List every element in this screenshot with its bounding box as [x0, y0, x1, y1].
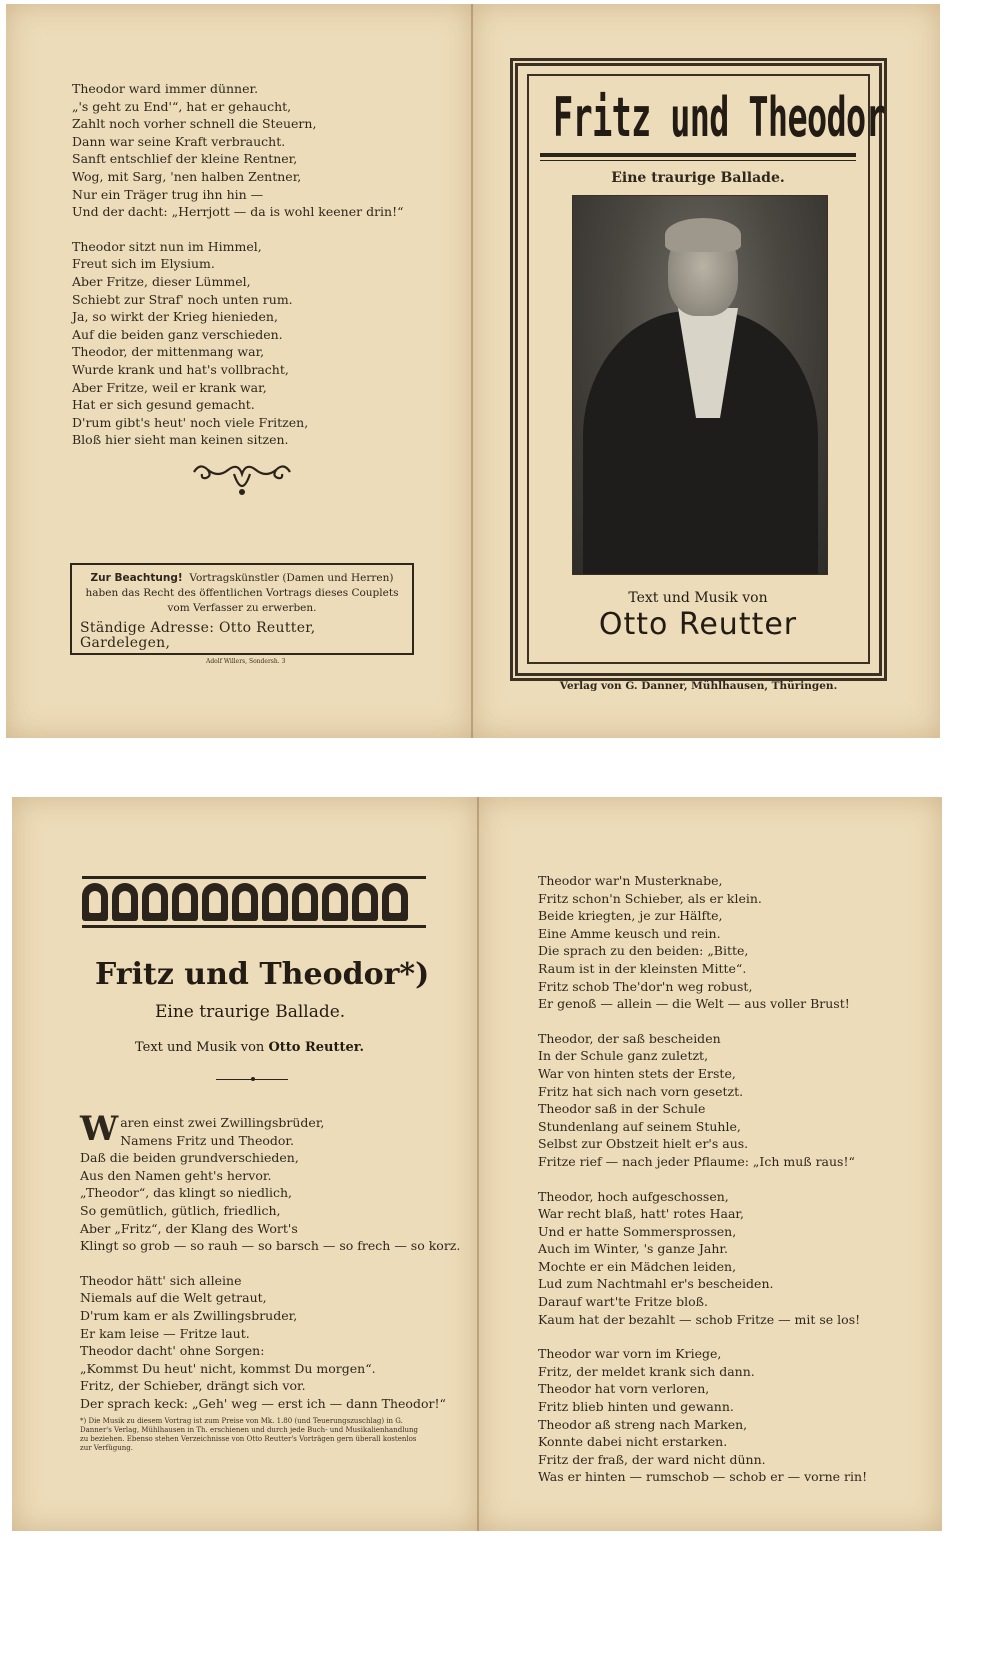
verse-line: Darauf wart'te Fritze bloß. [538, 1294, 709, 1310]
verse-line: Theodor ward immer dünner. [72, 81, 259, 96]
verse-line: „'s geht zu End'“, hat er gehaucht, [72, 98, 292, 114]
verse-line: Theodor aß streng nach Marken, [538, 1416, 748, 1432]
verse-line: Raum ist in der kleinsten Mitte“. [538, 960, 747, 976]
cover-title-rule [540, 153, 856, 157]
verse-line: Wurde krank und hat's vollbracht, [72, 361, 289, 377]
verse-line: Daß die beiden grundverschieden, [80, 1150, 299, 1166]
verse-line: Klingt so grob — so rauh — so barsch — so frech — so korz. [80, 1238, 461, 1254]
verse-line: Niemals auf die Welt getraut, [80, 1290, 267, 1306]
spread-fold-bottom [477, 797, 479, 1531]
notice-text: Vortragskünstler (Damen und Herren) haben das Recht des öffentlichen Vortrags dieses Couplets vom Verfasser zu erwerben. [85, 572, 399, 614]
verse-line: Was er hinten — rumschob — schob er — vorne rin! [538, 1469, 868, 1485]
cover-publisher: Verlag von G. Danner, Mühlhausen, Thüringen. [559, 680, 838, 692]
inner-left-stanza-1 [80, 1109, 461, 1255]
back-cover-stanza-2 [72, 238, 404, 449]
inner-right-stanza-2 [538, 1030, 867, 1171]
verse-line: Selbst zur Obstzeit hielt er's aus. [538, 1136, 749, 1152]
verse-line: Ja, so wirkt der Krieg hienieden, [72, 309, 278, 325]
verse-line: Auf die beiden ganz verschieden. [72, 326, 283, 342]
inner-right-verses [538, 872, 867, 1503]
verse-line: Der sprach keck: „Geh' weg — erst ich — dann Theodor!“ [80, 1395, 446, 1411]
verse-line: Theodor hat vorn verloren, [538, 1381, 710, 1397]
verse-line: Namens Fritz und Theodor. [120, 1132, 294, 1148]
verse-line: Aber Fritze, dieser Lümmel, [72, 273, 251, 289]
verse-line: In der Schule ganz zuletzt, [538, 1048, 709, 1064]
verse-line: Aus den Namen geht's hervor. [80, 1167, 272, 1183]
inner-right-stanza-1 [538, 872, 867, 1013]
verse-line: Schiebt zur Straf' noch unten rum. [72, 291, 293, 307]
notice-address: Ständige Adresse: Otto Reutter, Gardelegen, [80, 620, 316, 651]
verse-line: D'rum kam er als Zwillingsbruder, [80, 1307, 298, 1323]
verse-line: Theodor dacht' ohne Sorgen: [80, 1343, 265, 1359]
verse-line: Fritze rief — nach jeder Pflaume: „Ich muß raus!“ [538, 1153, 855, 1169]
verse-line: Freut sich im Elysium. [72, 256, 215, 272]
dropcap-letter: W [80, 1109, 119, 1149]
verse-line: Fritz schon'n Schieber, als er klein. [538, 890, 762, 906]
inner-footnote: *) Die Musik zu diesem Vortrag ist zum Preise von Mk. 1.80 (und Teuerungszuschlag) in G. Danner's Verlag, Mühlhausen in Th. erschienen und durch jede Buch- und Musikalienhandlung zu beziehen. Ebenso stehen Verzeichnisse von Otto Reutter's Vorträgen gern überall kostenlos zur Verfügung. [80, 1417, 418, 1452]
verse-line: Dann war seine Kraft verbraucht. [72, 133, 286, 149]
verse-line: Er genoß — allein — die Welt — aus voller Brust! [538, 996, 850, 1012]
verse-line: Und der dacht: „Herrjott — da is wohl keener drin!“ [72, 204, 404, 220]
verse-line: Die sprach zu den beiden: „Bitte, [538, 943, 749, 959]
verse-line: Fritz hat sich nach vorn gesetzt. [538, 1083, 744, 1099]
back-cover-verses [72, 80, 404, 466]
verse-line: Stundenlang auf seinem Stuhle, [538, 1118, 741, 1134]
cover-author: Otto Reutter [598, 607, 798, 642]
inner-credit-author: Otto Reutter. [268, 1040, 364, 1055]
verse-line: Beide kriegten, je zur Hälfte, [538, 908, 723, 924]
cover-subtitle: Eine traurige Ballade. [611, 170, 785, 186]
verse-line: Theodor saß in der Schule [538, 1101, 706, 1117]
verse-line: „Theodor“, das klingt so niedlich, [80, 1185, 293, 1201]
verse-line: Theodor sitzt nun im Himmel, [72, 238, 262, 254]
notice-heading: Zur Beachtung! [90, 572, 183, 584]
verse-line: Theodor war'n Musterknabe, [538, 873, 723, 888]
cover-title-rule-thin [540, 160, 856, 161]
inner-credit-prefix: Text und Musik von [135, 1040, 265, 1055]
inner-left-stanza-2 [80, 1272, 460, 1413]
verse-line: Theodor hätt' sich alleine [80, 1272, 242, 1288]
inner-right-stanza-3 [538, 1188, 867, 1329]
verse-line: Theodor war vorn im Kriege, [538, 1346, 722, 1362]
verse-line: Fritz der fraß, der ward nicht dünn. [538, 1451, 766, 1467]
verse-line: Hat er sich gesund gemacht. [72, 397, 255, 413]
verse-line: D'rum gibt's heut' noch viele Fritzen, [72, 414, 309, 430]
verse-line: Kaum hat der bezahlt — schob Fritze — mit se los! [538, 1311, 861, 1327]
inner-credit [135, 1040, 364, 1055]
verse-line: Fritz schob The'dor'n weg robust, [538, 978, 753, 994]
verse-line: Eine Amme keusch und rein. [538, 925, 721, 941]
author-portrait [572, 195, 828, 575]
verse-line: War recht blaß, hatt' rotes Haar, [538, 1206, 744, 1222]
cover-credit: Text und Musik von [628, 590, 768, 606]
verse-line: aren einst zwei Zwillingsbrüder, [120, 1115, 325, 1130]
verse-line: Und er hatte Sommersprossen, [538, 1223, 737, 1239]
inner-left-verses [80, 1109, 461, 1430]
verse-line: War von hinten stets der Erste, [538, 1065, 736, 1081]
verse-line: Nur ein Träger trug ihn hin — [72, 186, 264, 202]
verse-line: Zahlt noch vorher schnell die Steuern, [72, 116, 317, 132]
spread-fold-top [471, 4, 473, 738]
inner-divider-dot [251, 1077, 255, 1081]
inner-right-stanza-4 [538, 1345, 867, 1486]
verse-line: Aber „Fritz“, der Klang des Wort's [80, 1220, 298, 1236]
back-cover-stanza-1 [72, 80, 404, 221]
notice-box [70, 563, 414, 655]
verse-line: Sanft entschlief der kleine Rentner, [72, 151, 298, 167]
verse-line: Er kam leise — Fritze laut. [80, 1325, 250, 1341]
cover-title: Fritz und Theodor [553, 86, 886, 149]
verse-line: Theodor, der saß bescheiden [538, 1030, 721, 1046]
verse-line: Aber Fritze, weil er krank war, [72, 379, 267, 395]
verse-line: Konnte dabei nicht erstarken. [538, 1434, 728, 1450]
verse-line: Bloß hier sieht man keinen sitzen. [72, 432, 289, 448]
inner-title: Fritz und Theodor*) [95, 957, 430, 992]
verse-line: Theodor, der mittenmang war, [72, 344, 265, 360]
printer-mark: Adolf Willers, Sondersh. 3 [206, 658, 286, 665]
verse-line: Fritz, der Schieber, drängt sich vor. [80, 1378, 306, 1394]
verse-line: Auch im Winter, 's ganze Jahr. [538, 1241, 728, 1257]
verse-line: Fritz, der meldet krank sich dann. [538, 1363, 755, 1379]
verse-line: Fritz blieb hinten und gewann. [538, 1399, 734, 1415]
verse-line: Theodor, hoch aufgeschossen, [538, 1188, 729, 1204]
ornament-icon [190, 458, 294, 500]
verse-line: Mochte er ein Mädchen leiden, [538, 1258, 737, 1274]
inner-subtitle: Eine traurige Ballade. [155, 1002, 346, 1022]
verse-line: Wog, mit Sarg, 'nen halben Zentner, [72, 168, 302, 184]
verse-line: Lud zum Nachtmahl er's bescheiden. [538, 1276, 774, 1292]
verse-line: „Kommst Du heut' nicht, kommst Du morgen“. [80, 1360, 376, 1376]
verse-line: So gemütlich, gütlich, friedlich, [80, 1202, 281, 1218]
decorative-frieze [82, 876, 426, 928]
